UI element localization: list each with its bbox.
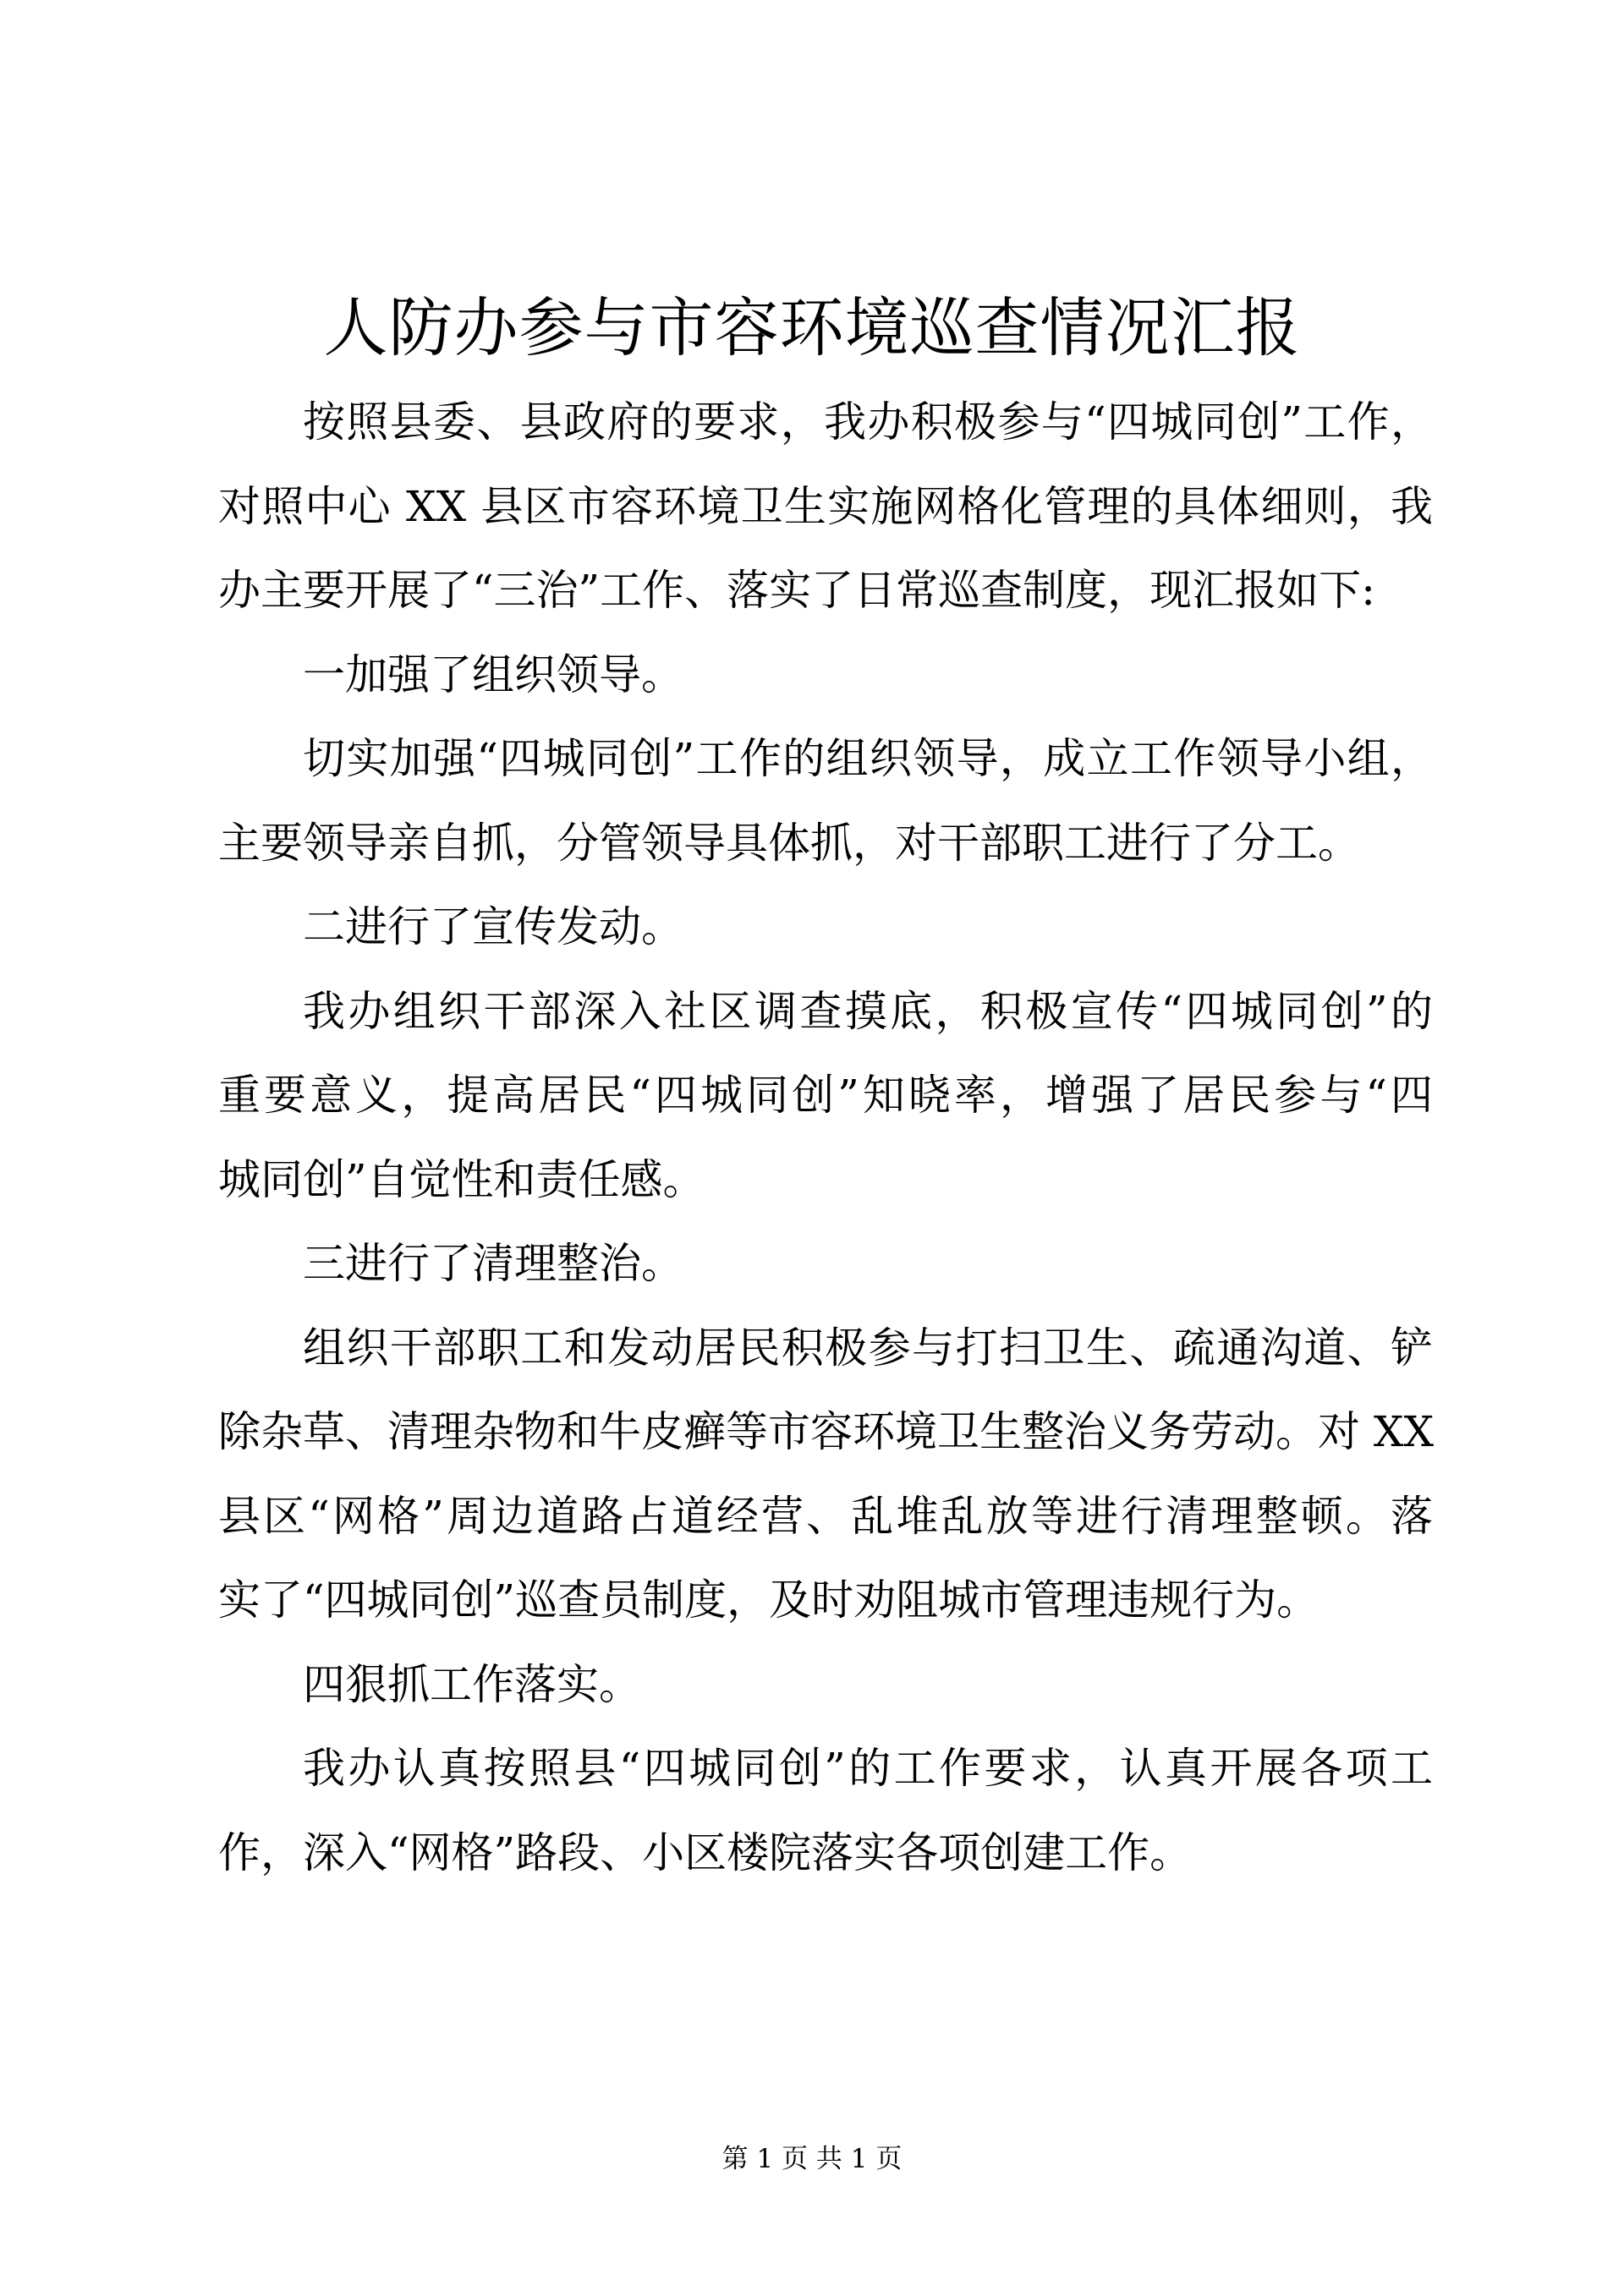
paragraph-line: 除杂草、清理杂物和牛皮癣等市容环境卫生整治义务劳动。对 XX <box>218 1407 1435 1456</box>
document-body <box>218 381 1433 1895</box>
paragraph-line: 主要领导亲自抓，分管领导具体抓，对干部职工进行了分工。 <box>218 818 1360 868</box>
paragraph-line: 作，深入“网格”路段、小区楼院落实各项创建工作。 <box>218 1827 1193 1877</box>
paragraph <box>218 1307 1433 1643</box>
paragraph-line: 三进行了清理整治。 <box>303 1239 683 1288</box>
paragraph-line: 重要意义，提高居民“四城同创”知晓率，增强了居民参与“四 <box>218 1071 1433 1120</box>
paragraph-line: 切实加强“四城同创”工作的组织领导，成立工作领导小组， <box>303 734 1433 783</box>
paragraph-line: 县区“网格”周边道路占道经营、乱堆乱放等进行清理整顿。落 <box>218 1491 1433 1541</box>
paragraph <box>218 1643 1433 1728</box>
paragraph <box>218 1727 1433 1895</box>
paragraph <box>218 633 1433 718</box>
paragraph-line: 二进行了宣传发动。 <box>303 902 683 951</box>
paragraph <box>218 1222 1433 1307</box>
paragraph-line: 四狠抓工作落实。 <box>303 1659 641 1709</box>
paragraph <box>218 717 1433 885</box>
paragraph <box>218 970 1433 1223</box>
paragraph-line: 我办认真按照县“四城同创”的工作要求，认真开展各项工 <box>303 1744 1433 1793</box>
paragraph <box>218 885 1433 970</box>
paragraph-line: 办主要开展了“三治”工作、落实了日常巡查制度，现汇报如下: <box>218 566 1375 615</box>
paragraph-line: 我办组织干部深入社区调查摸底，积极宣传“四城同创”的 <box>303 986 1433 1036</box>
paragraph-line: 城同创”自觉性和责任感。 <box>218 1154 705 1204</box>
paragraph-line: 组织干部职工和发动居民积极参与打扫卫生、疏通沟道、铲 <box>303 1323 1433 1373</box>
paragraph <box>218 381 1433 633</box>
paragraph-line: 按照县委、县政府的要求，我办积极参与“四城同创”工作， <box>303 397 1433 447</box>
paragraph-line: 对照中心 XX 县区市容环境卫生实施网格化管理的具体细则，我 <box>218 481 1433 531</box>
paragraph-line: 实了“四城同创”巡查员制度，及时劝阻城市管理违规行为。 <box>218 1575 1320 1625</box>
page-footer: 第 1 页 共 1 页 <box>721 2144 903 2174</box>
document-title: 人防办参与市容环境巡查情况汇报 <box>323 290 1301 365</box>
paragraph-line: 一加强了组织领导。 <box>303 649 683 699</box>
